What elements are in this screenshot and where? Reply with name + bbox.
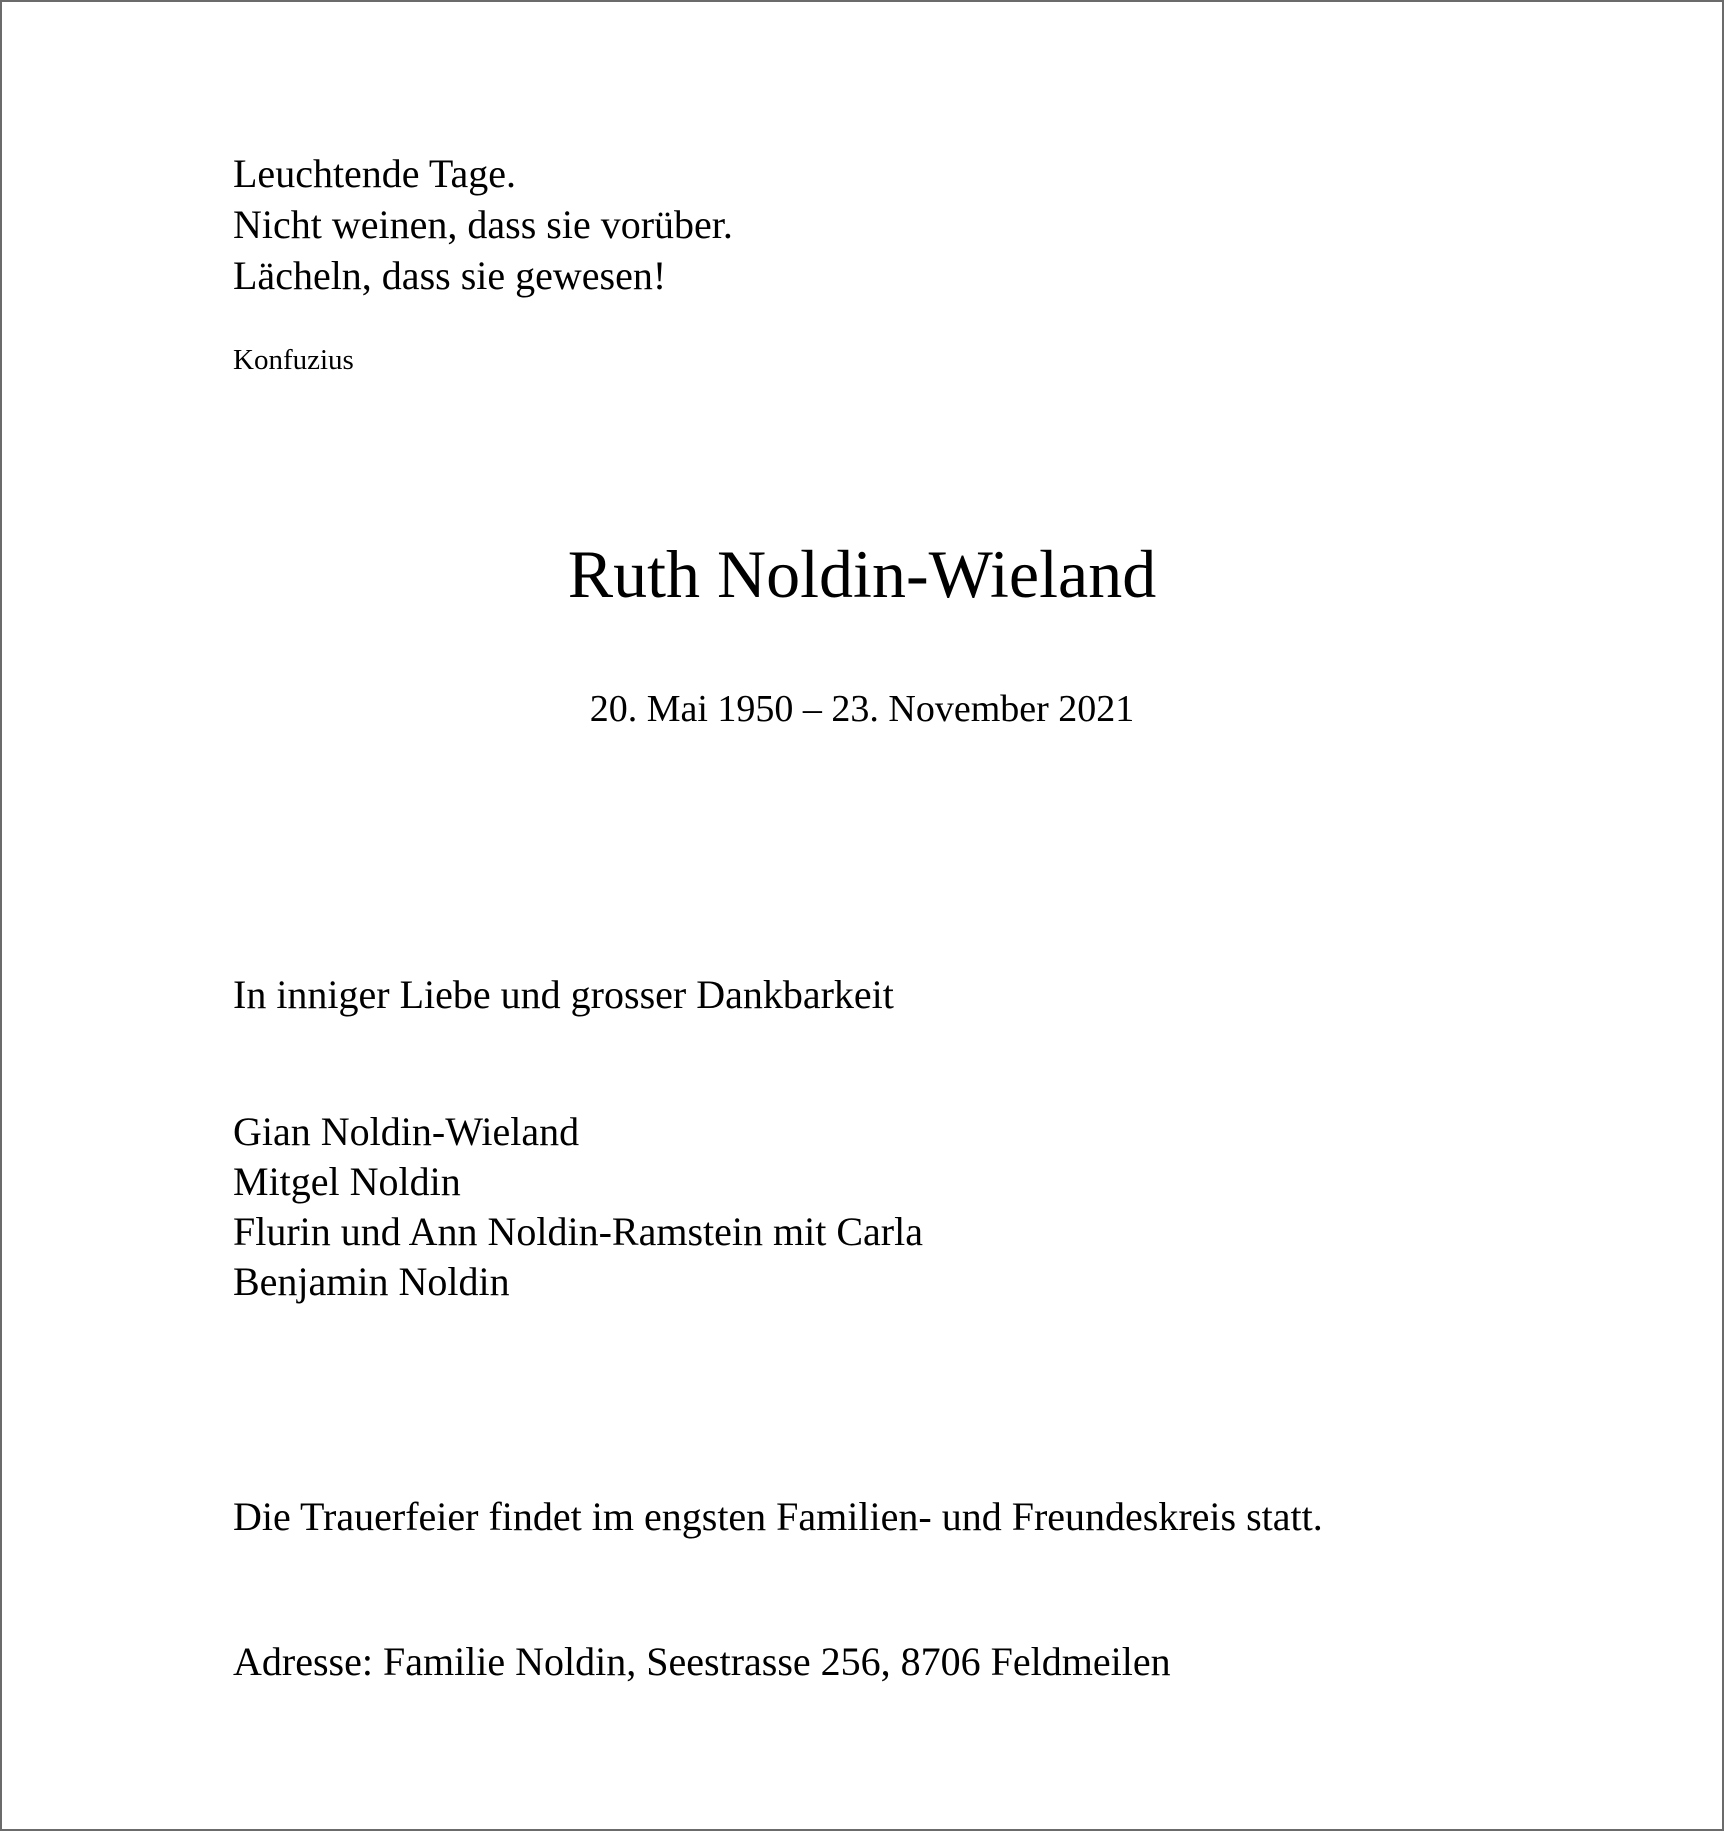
contact-address: Adresse: Familie Noldin, Seestrasse 256, 8706 Feldmeilen xyxy=(233,1639,1171,1684)
quote-author: Konfuzius xyxy=(233,344,354,376)
ceremony-note: Die Trauerfeier findet im engsten Familien- und Freundeskreis statt. xyxy=(233,1494,1323,1539)
deceased-name: Ruth Noldin-Wieland xyxy=(567,536,1157,612)
mourner-name: Flurin und Ann Noldin-Ramstein mit Carla xyxy=(233,1209,923,1254)
life-dates: 20. Mai 1950 – 23. November 2021 xyxy=(589,688,1135,730)
quote-line: Nicht weinen, dass sie vorüber. xyxy=(233,202,733,247)
quote-line: Leuchtende Tage. xyxy=(233,151,516,196)
mourner-name: Gian Noldin-Wieland xyxy=(233,1109,580,1154)
mourner-name: Benjamin Noldin xyxy=(233,1259,510,1304)
mourners-list xyxy=(233,1107,923,1307)
dedication-line: In inniger Liebe und grosser Dankbarkeit xyxy=(233,972,894,1017)
mourner-name: Mitgel Noldin xyxy=(233,1159,461,1204)
quote-line: Lächeln, dass sie gewesen! xyxy=(233,253,667,298)
quote-block xyxy=(233,148,733,301)
